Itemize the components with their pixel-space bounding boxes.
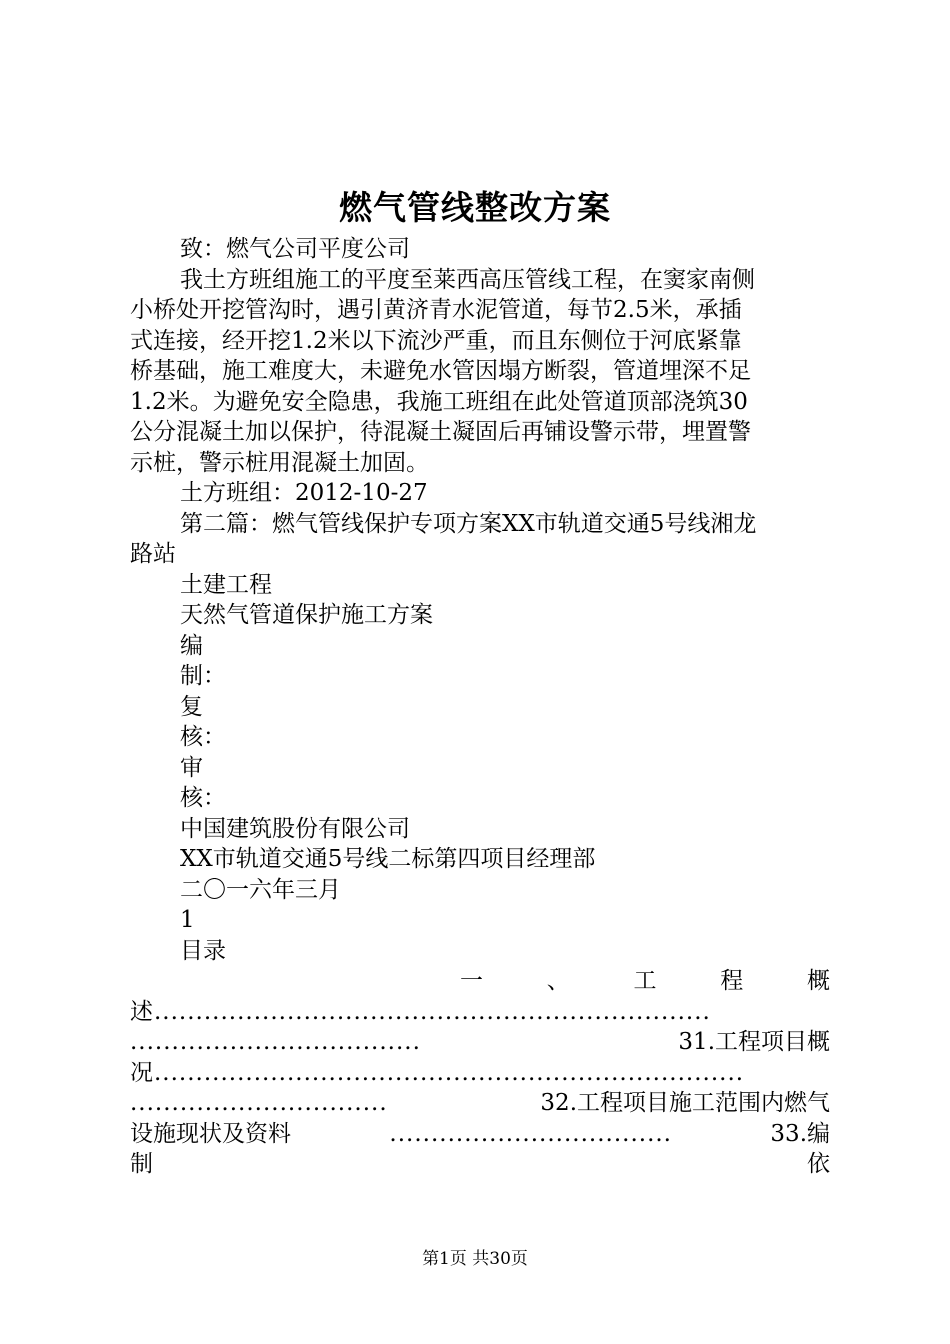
part2-line: 中国建筑股份有限公司	[180, 815, 410, 842]
toc-text: 33.编	[770, 1120, 830, 1147]
toc-char: 、	[546, 968, 570, 994]
toc-heading: 目录	[180, 937, 226, 964]
toc-text: 况	[130, 1059, 154, 1086]
part2-line: XX市轨道交通5号线二标第四项目经理部	[180, 846, 596, 872]
part2-line: 二〇一六年三月	[180, 876, 341, 903]
part2-heading-continued: 路站	[130, 541, 176, 567]
toc-dot-leader: ...................................................................	[154, 998, 711, 1025]
part2-line: 复	[180, 693, 203, 720]
toc-text: 依	[807, 1151, 830, 1177]
toc-text: 32.工程项目施工范围内燃气	[540, 1090, 830, 1116]
part2-line: 制：	[180, 663, 226, 689]
toc-char: 工	[633, 968, 657, 994]
toc-entry-3-leader	[130, 1119, 830, 1150]
page-footer: 第1页 共30页	[422, 1249, 528, 1269]
document-body	[130, 234, 830, 1180]
toc-entry-2-title	[130, 1027, 830, 1058]
toc-entry-1-leader	[130, 997, 830, 1028]
toc-char: 一	[460, 968, 483, 994]
toc-dot-leader: ...................................	[130, 1029, 421, 1055]
part2-line: 审	[180, 754, 203, 781]
letter-body-line: 公分混凝土加以保护，待混凝土凝固后再铺设警示带，埋置警	[130, 419, 751, 445]
part2-heading: 第二篇：燃气管线保护专项方案XX市轨道交通5号线湘龙	[180, 510, 757, 537]
toc-text: 31.工程项目概	[678, 1029, 830, 1055]
toc-text: 制	[130, 1151, 153, 1177]
toc-entry-1-title	[130, 966, 830, 997]
letter-recipient: 致：燃气公司平度公司	[180, 236, 410, 262]
letter-body-line: 1.2米。为避免安全隐患，我施工班组在此处管道顶部浇筑30	[130, 388, 748, 415]
letter-body-line: 式连接，经开挖1.2米以下流沙严重，而且东侧位于河底紧靠	[130, 327, 742, 354]
letter-body-line: 示桩，警示桩用混凝土加固。	[130, 449, 429, 476]
part2-line: 编	[180, 632, 203, 659]
part2-line: 核：	[180, 785, 226, 811]
part2-line: 土建工程	[180, 571, 272, 598]
toc-text: 述	[130, 998, 154, 1025]
toc-dot-leader: ..................................	[389, 1120, 672, 1147]
toc-char: 程	[720, 968, 744, 994]
toc-entry-4-title	[130, 1149, 830, 1180]
toc-dot-leader: .......................................................................	[154, 1059, 745, 1086]
letter-body-line: 我土方班组施工的平度至莱西高压管线工程，在窦家南侧	[180, 266, 755, 293]
toc-dot-leader: ...............................	[130, 1090, 388, 1116]
letter-body-line: 小桥处开挖管沟时，遇引黄济青水泥管道，每节2.5米，承插	[130, 297, 742, 323]
document-title: 燃气管线整改方案	[339, 188, 611, 227]
part2-line: 核：	[180, 724, 226, 750]
letter-signoff: 土方班组：2012-10-27	[180, 480, 428, 506]
letter-body-line: 桥基础，施工难度大，未避免水管因塌方断裂，管道埋深不足	[130, 358, 751, 384]
toc-entry-2-leader	[130, 1058, 830, 1089]
toc-text: 设施现状及资料	[130, 1120, 291, 1147]
part2-line: 1	[180, 907, 195, 933]
toc-entry-3-title	[130, 1088, 830, 1119]
toc-char: 概	[807, 968, 830, 994]
part2-line: 天然气管道保护施工方案	[180, 602, 433, 628]
